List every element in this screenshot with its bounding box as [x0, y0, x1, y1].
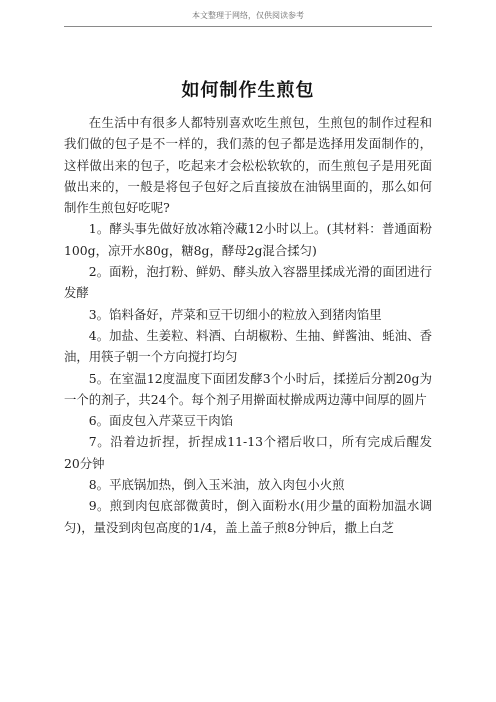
paragraph-step-1: 1。酵头事先做好放冰箱冷藏12小时以上。(其材料：普通面粉100g，凉开水80g，糖8g，酵母2g混合揉匀): [64, 221, 432, 258]
document-title: 如何制作生煎包: [181, 80, 315, 101]
paragraph-step-2: 2。面粉，泡打粉、鲜奶、酵头放入容器里揉成光滑的面团进行发酵: [64, 264, 432, 301]
paragraph-step-9: 9。煎到肉包底部微黄时，倒入面粉水(用少量的面粉加温水调匀)，量没到肉包高度的1/4，盖上盖子煎8分钟后，撒上白芝: [64, 498, 432, 535]
paragraph-step-4: 4。加盐、生姜粒、料酒、白胡椒粉、生抽、鲜酱油、蚝油、香油，用筷子朝一个方向搅打均匀: [64, 327, 432, 365]
paragraph-step-7: 7。沿着边折捏，折捏成11-13个褶后收口，所有完成后醒发20分钟: [64, 434, 432, 471]
paragraph-step-8: 8。平底锅加热，倒入玉米油，放入肉包小火煎: [88, 477, 345, 493]
document-body: [64, 112, 432, 538]
header-note: 本文整理于网络，仅供阅读参考: [192, 11, 304, 20]
paragraph-intro: 在生活中有很多人都特别喜欢吃生煎包，生煎包的制作过程和我们做的包子是不一样的，我们蒸的包子都是选择用发面制作的，这样做出来的包子，吃起来才会松松软软的，而生煎包子是用死面做出来的，一般是将包子包好之后直接放在油锅里面的，那么如何制作生煎包好吃呢?: [64, 115, 432, 216]
paragraph-step-3: 3。馅料备好，芹菜和豆干切细小的粒放入到猪肉馅里: [88, 306, 382, 322]
paragraph-step-5: 5。在室温12度温度下面团发酵3个小时后，揉搓后分割20g为一个的剂子，共24个。每个剂子用擀面杖擀成两边薄中间厚的圆片: [64, 370, 432, 407]
header-divider: [64, 26, 432, 27]
paragraph-step-6: 6。面皮包入芹菜豆干肉馅: [88, 413, 233, 429]
